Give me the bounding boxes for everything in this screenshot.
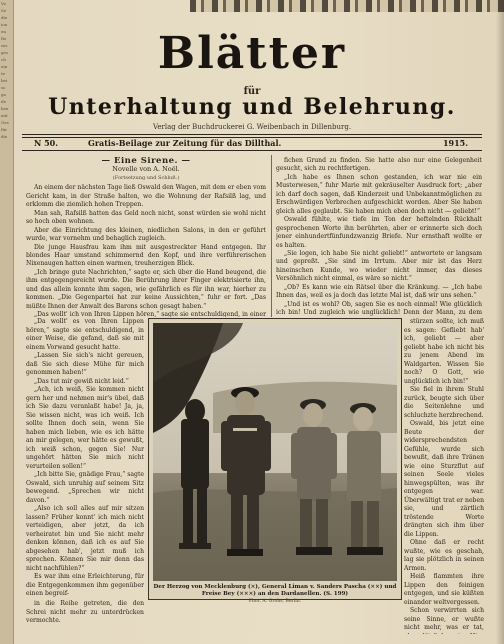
issue-number: N 50. — [34, 138, 59, 148]
paragraph: Heiß flammten ihre Lippen den feinigen entgegen, und sie küßten einander weltvergessen. — [404, 573, 484, 606]
paragraph: Schon verwirrten sich seine Sinne, er wußte nicht mehr, was er tat, — [404, 607, 484, 631]
text-column-narrow-left — [26, 318, 144, 598]
paragraph: Die junge Hausfrau kam ihm mit ausgestreckter Hand entgegen. Ihr blondes Haar umstand schimmernd den Kopf, und ihre verführerischen Nixenaugen hatten einen warmen, treuherzigen Blick. — [26, 243, 266, 268]
paragraph: fichen Grund zu finden. Sie hatte also nur eine Gelegenheit gesucht, sich zu rechtfertigen. — [276, 157, 482, 173]
top-ornament-band — [190, 0, 504, 12]
photo-frame — [148, 318, 402, 604]
paragraph: „Sie logen, ich habe Sie nicht geliebt!“ antwortete er langsam und gepreßt. „Sie sind im Irrtum. Aber mir ist das Herz hineinschen Kunde, wo wieder nicht immer, das dieses Versöhnlich nicht einmal, es wäre so nicht.“ — [276, 249, 482, 283]
paragraph: „Also ich soll alles auf mir sitzen lassen? Früher konnt' ich mich nicht verteidigen, aber jetzt, da ich verheiratet bin und Sie nicht mehr denken können, daß ich es auf Sie abgesehen hab', jetzt muß ich sprechen. Können Sie mir denn das nicht nachfühlen?“ — [26, 505, 144, 572]
text-column-left — [26, 157, 266, 317]
paragraph: Aber die Einrichtung des kleinen, niedlichen Salons, in den er geführt wurde, war vornehm und behaglich zugleich. — [26, 226, 266, 243]
paragraph: „Lassen Sie sich's nicht gereuen, daß Sie sich diese Mühe für mich genommen haben!“ — [26, 352, 144, 376]
photo-credit: Phot. A. Grohs, Berlin. — [248, 599, 302, 604]
paragraph: „Ich habe es Ihnen schon gestanden, ich war nie ein Musterwesen,“ fuhr Marie mit gekräuselter Ausdruck fort; „aber ich darf doch sagen, daß Kinderzeit und Unbekanntmöglichen zu Erschwürdigen Verbrechen aufgeschickt worden. Aber Sie haben gleich alles geglaubt. Sie haben mich eben doch nicht — geliebt!“ — [276, 173, 482, 215]
paragraph: stürzen sollte, ich muß es sagen: Gefliebt hab' ich, geliebt — aber geliebt habe ich nicht bis zu jenem Abend im Waldgarten. Wissen Sie noch? O Gott, wie unglücklich ich bin!“ — [404, 318, 484, 385]
paragraph: Es war ihm eine Erleichterung, für die Entgegenkommen ihm gegenüber einen begreif- — [26, 573, 144, 597]
paragraph: „Und ist es wohl? Ob, sagen Sie es noch einmal! Wie glücklich ich bin! Und zugleich wie unglücklich! Denn der Mann, zu dem — [276, 300, 482, 317]
officers-photo — [153, 323, 397, 581]
paragraph: „Ich bitte Sie, gnädige Frau,“ sagte Oswald, sich unruhig auf seinem Sitz bewegend. „Sprechen wir nicht davon.“ — [26, 471, 144, 504]
paragraph: „Ob? Es kann wie ein Rätsel über die Kränkung. — „Ich habe Ihnen das, weil es ja doch das letzte Mal ist, daß wir uns sehen.“ — [276, 283, 482, 300]
paragraph: Man sah, Rafsilß hatten das Geld noch nicht, sonst würden sie wohl nicht so hoch oben wohnen. — [26, 209, 266, 226]
paragraph: Oswald, bis jetzt eine Beute der widersprechendsten Gefühle, wurde sich bewußt, daß ihre Tränen wie eine Sturzflut auf seinen Seele vieles hinwegspülten, was ihr entgegen war. Überwältigt trat er neben sie, und zärtlich tröstende Worte drängten sich ihm über die Lippen. — [404, 420, 484, 538]
photo-caption: Der Herzog von Mecklenburg (×), General Liman v. Sanders Pascha (××) und Freise Bey (×××) an den Dardanellen. (S. 199) — [153, 584, 397, 597]
paragraph: „Ich bringe gute Nachrichten,“ sagte er, sich über die Hand beugend, die ihm entgegengereicht wurde. Die Berührung ihrer Finger elektrisierte ihn, und das allein konnte ihm sagen, wie gefährlich es für ihn war, hierher zu kommen. „Die Gegenpartei hat zur keine Aussichten,“ fuhr er fort. „Das müßte Ihnen der Anwalt des Barons schon gesagt haben.“ — [26, 268, 266, 310]
paragraph: Sie fiel in ihrem Stuhl zurück, beugte sich über die Seitenlehne und schluchzte herzbrechend. — [404, 386, 484, 419]
masthead-fuer: für — [243, 86, 261, 97]
paragraph: „Da wollt' es von Ihren Lippen hören,“ sagte sie entschuldigend, in einer Weise, die gefand, daß sie mit einem Vorwand gesucht hatte. — [26, 318, 144, 351]
text-column-right — [276, 157, 482, 317]
text-column-narrow-right — [404, 318, 484, 634]
issue-supplement: Gratis-Beilage zur Zeitung für das Dillthal. — [88, 138, 282, 148]
paragraph: „Ach, ich weiß, Sie kommen nicht gern her und nehmen mir's übel, daß ich Sie dazu veranlaßt habe! Ja, ja, Sie wissen nicht, was ich weiß. Ich sollte Ihnen doch sein, wenn Sie haben mich lieben, wie es ich hätte an mir gelegen, wer hätte es gewußt, ich weiß schon, gegen Sie! Nur ungehört hätten Sie mich nicht verurteilen sollen!“ — [26, 386, 144, 470]
story-author: Novelle von A. Noël. — [112, 165, 180, 174]
left-margin-strip: Vo Se die ion en Re ses ges ch ein te bei so ga ife ben mit Ges für die — [0, 0, 14, 644]
text-column-bottom-left — [26, 600, 144, 640]
issue-bar — [22, 138, 482, 149]
issue-year: 1915. — [442, 138, 468, 148]
column-divider — [271, 155, 272, 317]
paragraph: in die Reihe getreten, die den Schrei nicht mehr zu unterdrücken vermochte. — [26, 600, 144, 624]
paragraph: Oswald fühlte, wie tiefe im Ton der heftelnden Rückhalt gesprochenen Worte ihn berührten, aber er erinnerte sich doch jener einhundertfünfundzwanzig Briefe. Nur ernsthaft wollte er es halten. — [276, 216, 482, 249]
paragraph: „Das wollt' ich von Ihren Lippen hören,“ sagte sie entschuldigend, in einer — [34, 311, 266, 317]
paragraph: „Das tut mir gewiß nicht leid.“ — [34, 377, 129, 385]
paragraph: Ohne daß er recht wußte, wie es geschah, lag sie plötzlich in seinen Armen. — [404, 539, 484, 572]
officers-photo-image — [153, 323, 397, 581]
paragraph: An einem der nächsten Tage ließ Oswald den Wagen, mit dem er eben vom Gericht kam, in der Straße halten, wo die Wohnung der Rafsilß lag, und erklomm die ziemlich hohen Treppen. — [26, 184, 266, 209]
page-fold-shadow — [496, 0, 504, 644]
story-note: (Fortsetzung und Schluß.) — [112, 174, 180, 181]
story-title: — Eine Sirene. — — [101, 157, 191, 166]
header-rule-bottom — [22, 150, 482, 151]
masthead-title: Blätter — [157, 28, 347, 79]
masthead-subtitle: Unterhaltung und Belehrung. — [48, 94, 456, 120]
publisher-line: Verlag der Buchdruckerei G. Weibenbach in Dillenburg. — [152, 123, 352, 131]
